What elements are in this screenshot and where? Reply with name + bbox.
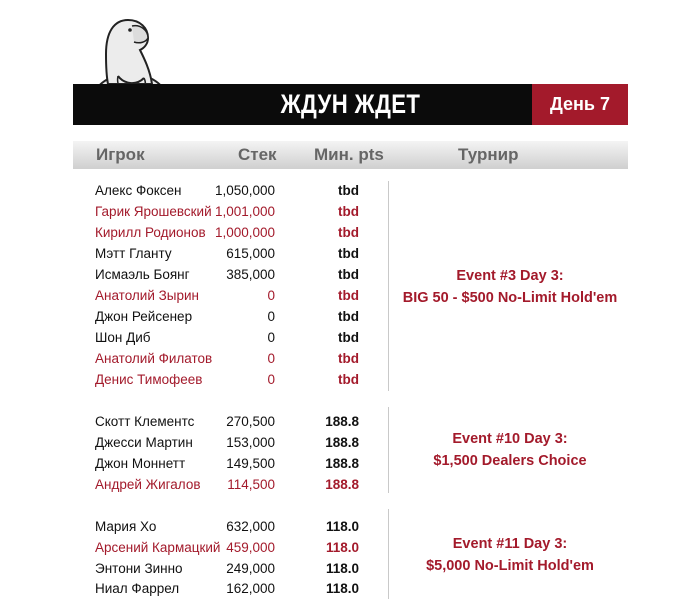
player-min-pts: tbd [338, 183, 359, 198]
player-min-pts: tbd [338, 330, 359, 345]
table-row [95, 243, 365, 264]
table-row [95, 180, 365, 201]
player-name: Скотт Клементс [95, 414, 195, 429]
player-min-pts: tbd [338, 351, 359, 366]
event-title: Event #11 Day 3: [452, 536, 568, 552]
player-min-pts: 118.0 [325, 540, 359, 555]
player-min-pts: 188.8 [325, 435, 359, 450]
player-min-pts: tbd [338, 288, 359, 303]
group-divider [388, 407, 389, 493]
group-divider [388, 181, 389, 391]
player-name: Алекс Фоксен [95, 183, 182, 198]
player-stack: 0 [267, 288, 275, 303]
event-title: Event #10 Day 3: [452, 431, 568, 447]
player-min-pts: tbd [338, 204, 359, 219]
table-row [95, 222, 365, 243]
player-min-pts: tbd [338, 267, 359, 282]
table-row [95, 453, 365, 474]
table-row [95, 327, 365, 348]
player-min-pts: 188.8 [325, 456, 359, 471]
table-row [95, 558, 365, 579]
player-stack: 0 [267, 330, 275, 345]
player-min-pts: tbd [338, 225, 359, 240]
player-stack: 149,500 [226, 456, 275, 471]
table-row [95, 516, 365, 537]
player-name: Исмаэль Боянг [95, 267, 190, 282]
player-name: Анатолий Зырин [95, 288, 199, 303]
player-stack: 270,500 [226, 414, 275, 429]
day-badge: День 7 [532, 84, 628, 125]
player-name: Мария Хо [95, 519, 157, 534]
table-row [95, 264, 365, 285]
player-min-pts: 188.8 [325, 477, 359, 492]
player-stack: 0 [267, 351, 275, 366]
player-name: Арсений Кармацкий [95, 540, 221, 555]
player-stack: 114,500 [227, 477, 275, 492]
player-min-pts: tbd [338, 309, 359, 324]
player-name: Анатолий Филатов [95, 351, 213, 366]
table-row [95, 285, 365, 306]
player-name: Джон Моннетт [95, 456, 186, 471]
player-name: Мэтт Гланту [95, 246, 172, 261]
player-stack: 0 [267, 372, 275, 387]
player-stack: 249,000 [226, 561, 275, 576]
table-row [95, 348, 365, 369]
table-row [95, 474, 365, 495]
player-min-pts: 118.0 [325, 581, 359, 596]
header-tournament: Турнир [458, 145, 519, 164]
player-stack: 632,000 [226, 519, 275, 534]
player-name: Шон Диб [95, 330, 151, 345]
player-stack: 1,001,000 [214, 204, 275, 219]
event-description: $1,500 Dealers Choice [433, 453, 587, 469]
player-min-pts: 118.0 [325, 519, 359, 534]
table-row [95, 369, 365, 390]
player-min-pts: 118.0 [325, 561, 359, 576]
player-min-pts: tbd [338, 372, 359, 387]
banner-title: ЖДУН ЖДЕТ [280, 89, 421, 119]
player-name: Гарик Ярошевский [95, 204, 212, 219]
player-min-pts: tbd [338, 246, 359, 261]
player-name: Андрей Жигалов [95, 477, 201, 492]
table-row [95, 432, 365, 453]
player-name: Кирилл Родионов [95, 225, 206, 240]
player-name: Энтони Зинно [95, 561, 183, 576]
player-name: Ниал Фаррел [95, 581, 180, 596]
player-min-pts: 188.8 [325, 414, 359, 429]
event-description: BIG 50 - $500 No-Limit Hold'em [402, 290, 618, 306]
player-stack: 153,000 [226, 435, 275, 450]
header-player: Игрок [96, 145, 145, 164]
event-info [395, 265, 625, 309]
player-name: Джесси Мартин [95, 435, 193, 450]
table-row [95, 201, 365, 222]
player-name: Денис Тимофеев [95, 372, 203, 387]
player-name: Джон Рейсенер [95, 309, 193, 324]
event-title: Event #3 Day 3: [456, 268, 564, 284]
event-description: $5,000 No-Limit Hold'em [426, 558, 594, 574]
event-info [395, 533, 625, 577]
player-stack: 615,000 [226, 246, 275, 261]
table-row [95, 306, 365, 327]
header-stack: Стек [238, 145, 277, 164]
event-info [395, 428, 625, 472]
player-stack: 1,000,000 [214, 225, 275, 240]
header-min-pts: Мин. pts [314, 145, 384, 164]
player-stack: 459,000 [226, 540, 275, 555]
table-row [95, 578, 365, 599]
player-stack: 162,000 [226, 581, 275, 596]
player-stack: 0 [267, 309, 275, 324]
group-divider [388, 509, 389, 599]
table-row [95, 537, 365, 558]
table-row [95, 411, 365, 432]
player-stack: 1,050,000 [214, 183, 275, 198]
player-stack: 385,000 [226, 267, 275, 282]
